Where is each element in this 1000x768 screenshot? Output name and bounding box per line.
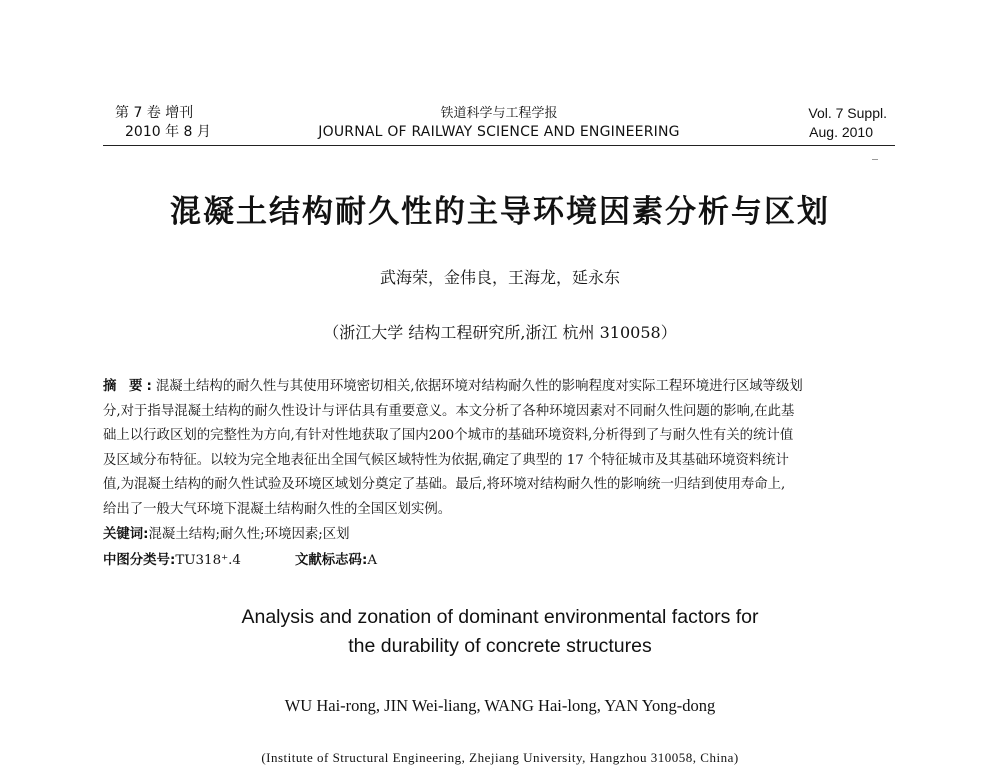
doc-code-value: A: [367, 553, 377, 568]
abstract-line: 分,对于指导混凝土结构的耐久性设计与评估具有重要意义。本文分析了各种环境因素对不同耐久性问题的影响,在此基: [103, 403, 795, 419]
paper-title-en: [0, 603, 1000, 661]
authors-en: WU Hai-rong, JIN Wei-liang, WANG Hai-long, YAN Yong-dong: [284, 696, 716, 715]
keywords-label: 关键词:: [103, 527, 149, 542]
abstract-line: 给出了一般大气环境下混凝土结构耐久性的全国区划实例。: [103, 501, 452, 517]
header-rule: [103, 145, 895, 146]
header-journal: [103, 104, 895, 142]
journal-name-cn: 铁道科学与工程学报: [440, 106, 558, 121]
clc-label: 中图分类号:: [103, 553, 176, 568]
header-date-en: Aug. 2010: [809, 124, 873, 140]
abstract-cn: [103, 375, 895, 522]
header-volume-suppl: Vol. 7 Suppl.: [808, 105, 887, 121]
document-code: [295, 550, 377, 572]
paper-title-cn: 混凝土结构耐久性的主导环境因素分析与区划: [170, 194, 830, 230]
abstract-text: 混凝土结构的耐久性与其使用环境密切相关,依据环境对结构耐久性的影响程度对实际工程环境进行区域等级划: [155, 379, 803, 394]
title-en-line2: the durability of concrete structures: [348, 635, 652, 657]
abstract-line: 值,为混凝土结构的耐久性试验及环境区域划分奠定了基础。最后,将环境对结构耐久性的影响统一归结到使用寿命上,: [103, 477, 786, 492]
abstract-line: 及区域分布特征。以较为完全地表征出全国气候区域特性为依据,确定了典型的 17 个特征城市及其基础环境资料统计: [103, 452, 789, 468]
affiliation-en: (Institute of Structural Engineering, Zhejiang University, Hangzhou 310058, China): [261, 750, 739, 765]
abstract-label: 摘 要:: [103, 379, 156, 394]
clc-value: TU318⁺.4: [175, 553, 241, 568]
scan-speck: [872, 159, 878, 160]
keywords-value: 混凝土结构;耐久性;环境因素;区划: [148, 527, 350, 542]
title-en-line1: Analysis and zonation of dominant environmental factors for: [241, 606, 759, 628]
header-date-cn: 2010 年 8 月: [125, 124, 211, 140]
classification-line: [103, 550, 523, 572]
doc-code-label: 文献标志码:: [295, 553, 368, 568]
abstract-line: [103, 375, 895, 400]
keywords-cn: [103, 524, 350, 546]
journal-name-en: JOURNAL OF RAILWAY SCIENCE AND ENGINEERING: [318, 124, 680, 140]
header-volume-en: [808, 104, 887, 142]
running-header: [103, 104, 895, 150]
header-volume-issue: 第 7 卷 增刊: [115, 105, 194, 121]
authors-cn: 武海荣，金伟良，王海龙，延永东: [379, 268, 620, 287]
affiliation-cn: （浙江大学 结构工程研究所,浙江 杭州 310058）: [323, 323, 677, 342]
abstract-line: 础上以行政区划的完整性为方向,有针对性地获取了国内200个城市的基础环境资料,分析得到了与耐久性有关的统计值: [103, 428, 794, 443]
